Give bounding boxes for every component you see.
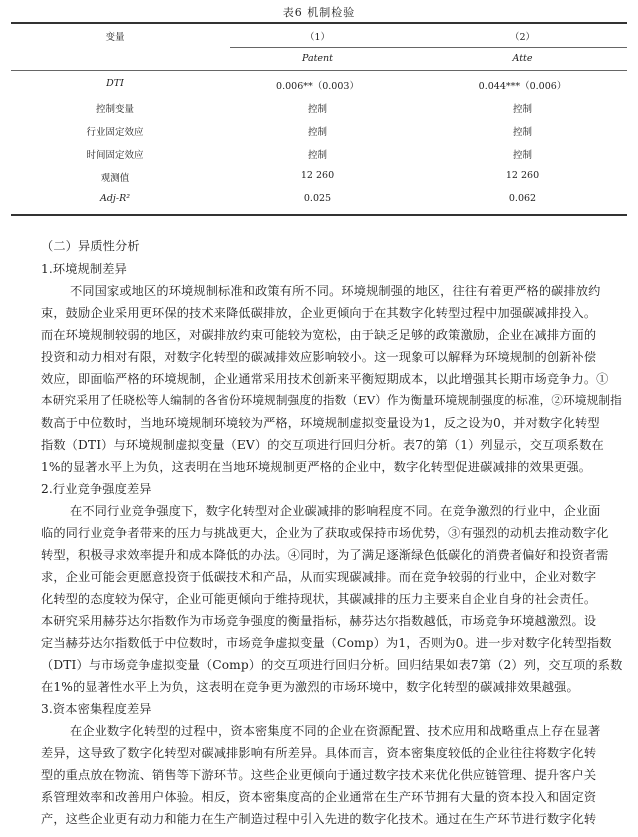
row-cell: 0.006**（0.003） xyxy=(276,81,359,92)
sub-heading-1: 1.环境规制差异 xyxy=(41,262,127,276)
row-cell: 控制 xyxy=(512,127,532,138)
sub-heading-2: 2.行业竞争强度差异 xyxy=(41,482,152,496)
row-label: DTI xyxy=(106,78,124,89)
table-title: 表6 机制检验 xyxy=(282,6,356,19)
row-label: Adj-R² xyxy=(99,193,131,204)
p2-line: 本研究采用赫芬达尔指数作为市场竞争强度的衡量指标，赫芬达尔指数越低，市场竞争环境越激烈。设 xyxy=(41,614,597,628)
p2-line: （DTI）与市场竞争虚拟变量（Comp）的交互项进行回归分析。回归结果如表7第（2）列，交互项的系数 xyxy=(41,658,623,672)
subheader-col1: Patent xyxy=(301,53,333,64)
row-cell: 12 260 xyxy=(505,170,540,181)
p1-line: 本研究采用了任晓松等人编制的各省份环境规制强度的指数（EV）作为衡量环境规制强度的标准，②环境规制指 xyxy=(41,393,622,407)
row-cell: 控制 xyxy=(512,104,532,115)
row-cell: 12 260 xyxy=(300,170,335,181)
p2-line: 在不同行业竞争强度下，数字化转型对企业碳减排的影响程度不同。在竞争激烈的行业中，企业面 xyxy=(70,504,601,518)
table-bottom-rule xyxy=(11,214,627,216)
p1-line: 1%的显著水平上为负，这表明在当地环境规制更严格的企业中，数字化转型促进碳减排的效果更强。 xyxy=(41,460,592,474)
p3-line: 型的重点放在物流、销售等下游环节。这些企业更倾向于通过数字技术来优化供应链管理、提升客户关 xyxy=(41,768,597,782)
sub-heading-3: 3.资本密集程度差异 xyxy=(41,702,152,716)
table-top-rule xyxy=(11,22,627,24)
row-cell: 控制 xyxy=(512,150,532,161)
header-col2: （2） xyxy=(509,32,536,43)
header-col1: （1） xyxy=(304,32,331,43)
header-subrule xyxy=(230,47,627,48)
row-label: 时间固定效应 xyxy=(86,150,144,161)
p1-line: 指数（DTI）与环境规制虚拟变量（EV）的交互项进行回归分析。表7的第（1）列显示，交互项系数在 xyxy=(41,438,604,452)
p2-line: 求，企业可能会更愿意投资于低碳技术和产品，从而实现碳减排。而在竞争较弱的行业中，企业对数字 xyxy=(41,570,597,584)
header-bottom-rule xyxy=(11,70,627,71)
row-cell: 控制 xyxy=(307,127,327,138)
p1-line: 而在环境规制较弱的地区，对碳排放约束可能较为宽松，由于缺乏足够的政策激励，企业在减排方面的 xyxy=(41,328,597,342)
p1-line: 数高于中位数时，当地环境规制环境较为严格，环境规制虚拟变量设为1，反之设为0，并对数字化转型 xyxy=(41,416,600,430)
p3-line: 系管理效率和改善用户体验。相反，资本密集度高的企业通常在生产环节拥有大量的资本投入和固定资 xyxy=(41,790,597,804)
p1-line: 不同国家或地区的环境规制标准和政策有所不同。环境规制强的地区，往往有着更严格的碳排放约 xyxy=(70,284,601,298)
p1-line: 效应，即面临严格的环境规制，企业通常采用技术创新来平衡短期成本，以此增强其长期市场竞争力。① xyxy=(41,372,609,386)
header-variable: 变量 xyxy=(105,32,125,43)
row-label: 观测值 xyxy=(100,173,130,184)
p3-line: 在企业数字化转型的过程中，资本密集度不同的企业在资源配置、技术应用和战略重点上存在显著 xyxy=(70,724,601,738)
row-label: 行业固定效应 xyxy=(86,127,144,138)
p2-line: 转型，积极寻求效率提升和成本降低的办法。④同时，为了满足逐渐绿色低碳化的消费者偏好和投资者需 xyxy=(41,548,609,562)
p3-line: 产，这些企业更有动力和能力在生产制造过程中引入先进的数字化技术。通过在生产环节进行数字化转 xyxy=(41,812,597,826)
subheader-col2: Atte xyxy=(512,53,533,64)
row-label: 控制变量 xyxy=(95,104,134,115)
section-heading: （二）异质性分析 xyxy=(41,239,140,253)
p3-line: 差异，这导致了数字化转型对碳减排影响有所差异。具体而言，资本密集度较低的企业往往将数字化转 xyxy=(41,746,597,760)
p1-line: 投资和动力相对有限，对数字化转型的碳减排效应影响较小。这一现象可以解释为环境规制的创新补偿 xyxy=(41,350,597,364)
row-cell: 控制 xyxy=(307,104,327,115)
p2-line: 在1%的显著性水平上为负，这表明在竞争更为激烈的市场环境中，数字化转型的碳减排效果越强。 xyxy=(41,680,579,694)
p1-line: 束，鼓励企业采用更环保的技术来降低碳排放，企业更倾向于在其数字化转型过程中加强碳减排投入。 xyxy=(41,306,597,320)
row-cell: 控制 xyxy=(307,150,327,161)
p2-line: 临的同行业竞争者带来的压力与挑战更大，企业为了获取或保持市场优势，③有强烈的动机去推动数字化 xyxy=(41,526,609,540)
row-cell: 0.025 xyxy=(303,193,332,204)
row-cell: 0.062 xyxy=(508,193,537,204)
p2-line: 定当赫芬达尔指数低于中位数时，市场竞争虚拟变量（Comp）为1，否则为0。进一步对数字化转型指数 xyxy=(41,636,612,650)
row-cell: 0.044***（0.006） xyxy=(478,81,567,92)
p2-line: 化转型的态度较为保守，企业可能更倾向于维持现状，其碳减排的压力主要来自企业自身的社会责任。 xyxy=(41,592,597,606)
